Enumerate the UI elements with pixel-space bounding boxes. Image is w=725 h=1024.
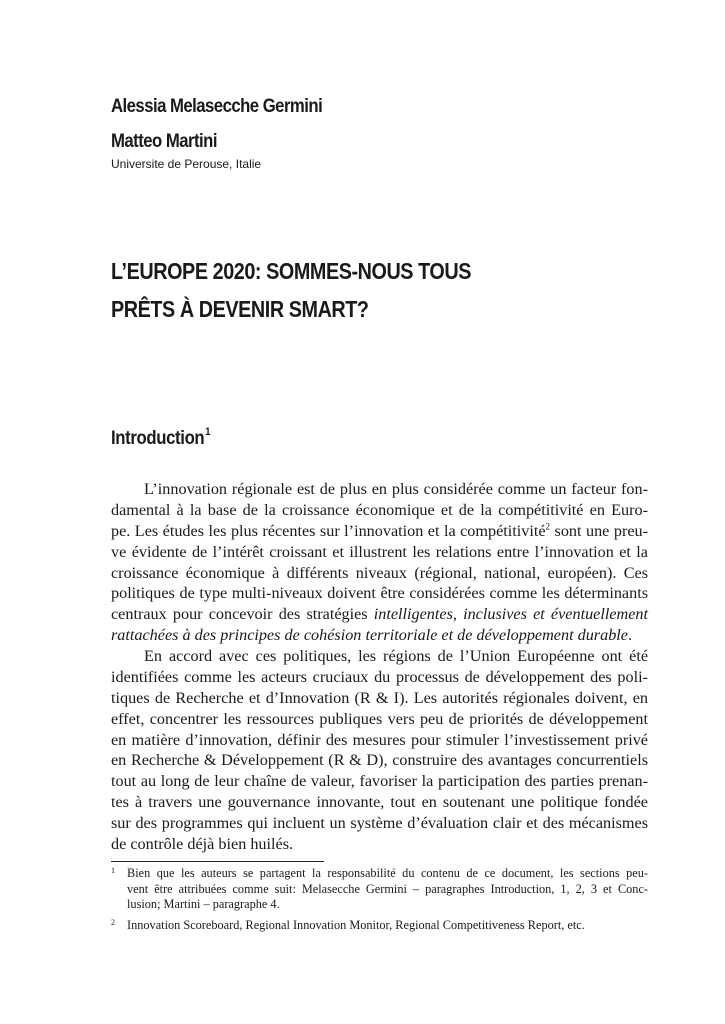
text-line: En accord avec ces politiques, les régions de l’Union Européenne ont été [144,647,648,665]
text-segment: centraux pour concevoir des stratégies [111,605,374,624]
footnote-line: lusion; Martini – paragraphe 4. [127,897,280,912]
title-line-2: PRÊTS À DEVENIR SMART? [111,296,369,322]
text-line: de contrôle déjà bien huilés. [111,835,294,854]
text-line: ve évidente de l’intérêt croissant et illustrent les relations entre l’innovation et la [111,542,648,561]
text-line: tout au long de leur chaîne de valeur, favoriser la participation des parties prenan- [111,772,648,791]
section-heading-text: Introduction [111,428,205,449]
footnote-1 [111,866,648,914]
footnote-line: Bien que les auteurs se partagent la responsabilité du contenu de ce document, les sections peu- [127,866,648,880]
text-line: tiques de Recherche et d’Innovation (R & I). Les autorités régionales doivent, en [111,688,648,707]
text-segment: . [627,626,633,645]
footnote-reference: 1 [205,426,211,438]
footnote-number: 2 [111,918,115,927]
footnote-divider [111,861,324,862]
text-line: identifiées comme les acteurs cruciaux du processus de développement des poli- [111,667,648,686]
footnote-line: Innovation Scoreboard, Regional Innovation Monitor, Regional Competitiveness Report, etc. [127,918,585,932]
text-line [111,521,648,542]
text-line: tes à travers une gouvernance innovante, tout en soutenant une politique fondée [111,793,648,812]
section-heading [111,428,210,450]
footnote-2 [111,918,648,934]
text-line: damental à la base de la croissance économique et de la compétitivité en Euro- [111,500,648,519]
paragraph-1 [111,479,648,646]
text-line: L’innovation régionale est de plus en plus considérée comme un facteur fon- [144,480,648,498]
footnote-reference: 2 [545,521,551,532]
text-segment: pe. Les études les plus récentes sur l’innovation et la compétitivité [111,521,546,540]
text-line: effet, concentrer les ressources publiques vers peu de priorités de développement [111,709,648,728]
author-affiliation: Universite de Perouse, Italie [111,157,262,171]
text-line: croissance économique à différents niveaux (régional, national, européen). Ces [111,563,648,582]
text-line: politiques de type multi-niveaux doivent être considérées comme les déterminants [111,584,648,603]
footnote-number: 1 [111,866,115,875]
text-line: en matière d’innovation, définir des mesures pour stimuler l’investissement privé [111,730,648,749]
italic-segment: rattachées à des principes de cohésion territoriale et de développement durable [111,626,628,645]
paragraph-2 [111,646,648,855]
text-line: en Recherche & Développement (R & D), construire des avantages concurrentiels [111,751,648,770]
title-line-1: L’EUROPE 2020: SOMMES-NOUS TOUS [111,258,472,284]
author-name-1: Alessia Melasecche Germini [111,96,323,117]
text-line: sur des programmes qui incluent un système d’évaluation clair et des mécanismes [111,814,648,833]
text-line [111,625,648,646]
italic-segment: intelligentes, inclusives et éventuellement [373,605,648,624]
author-name-2: Matteo Martini [111,131,217,152]
footnote-line: vent être attribuées comme suit: Melasecche Germini – paragraphes Introduction, 1, 2, 3 et Conc- [127,881,648,896]
text-line [111,604,648,625]
text-segment: sont une preu- [550,521,648,540]
